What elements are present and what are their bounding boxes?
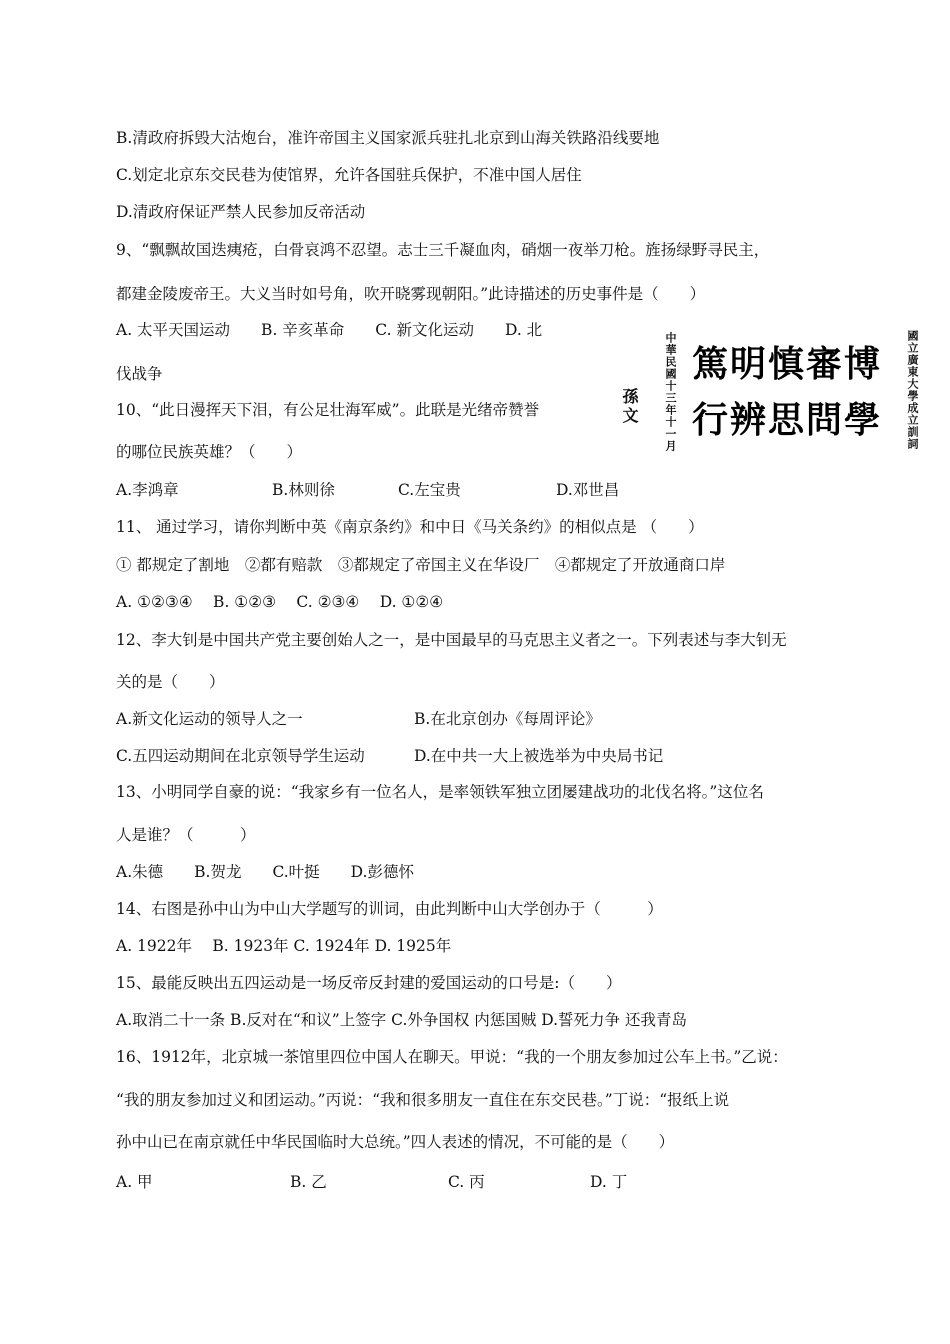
q8-option-c: C.划定北京东交民巷为使馆界，允许各国驻兵保护，不准中国人居住 <box>116 166 582 184</box>
inscription-row-1: 篤明慎審博 <box>692 343 883 385</box>
q14-options: A. 1922年 B. 1923年 C. 1924年 D. 1925年 <box>116 937 452 955</box>
q14-stem: 14、右图是孙中山为中山大学题写的训词，由此判断中山大学创办于（ ） <box>116 900 663 918</box>
q9-options: A. 太平天国运动 B. 辛亥革命 C. 新文化运动 D. 北 <box>116 321 543 339</box>
q11-stem: 11、 通过学习，请你判断中英《南京条约》和中日《马关条约》的相似点是 （ ） <box>116 518 704 536</box>
q12-stem-line2: 关的是（ ） <box>116 673 225 691</box>
inscription-signature: 孫文 <box>620 388 639 426</box>
q16-option-b: B. 乙 <box>290 1173 327 1191</box>
q16-stem-line1: 16、1912年，北京城一茶馆里四位中国人在聊天。甲说：“我的一个朋友参加过公车上书。”乙说： <box>116 1048 788 1066</box>
q10-stem-line1: 10、“此日漫挥天下泪，有公足壮海军威”。此联是光绪帝赞誉 <box>116 401 540 419</box>
q16-option-d: D. 丁 <box>590 1173 628 1191</box>
calligraphy-inscription-image <box>620 328 932 454</box>
q11-statements: ① 都规定了割地 ②都有赔款 ③都规定了帝国主义在华设厂 ④都规定了开放通商口岸 <box>116 556 726 574</box>
q9-options-cont: 伐战争 <box>116 365 163 383</box>
q16-stem-line3: 孙中山已在南京就任中华民国临时大总统。”四人表述的情况，不可能的是（ ） <box>116 1133 675 1151</box>
inscription-caption: 國立廣東大學成立訓詞 <box>906 330 919 450</box>
q16-option-c: C. 丙 <box>448 1173 485 1191</box>
q10-option-d: D.邓世昌 <box>556 481 620 499</box>
q10-option-a: A.李鸿章 <box>116 481 179 499</box>
q8-option-d: D.清政府保证严禁人民参加反帝活动 <box>116 203 366 221</box>
q13-options: A.朱德 B.贺龙 C.叶挺 D.彭德怀 <box>116 863 414 881</box>
q13-stem-line1: 13、小明同学自豪的说：“我家乡有一位名人，是率领铁军独立团屡建战功的北伐名将。”这位名 <box>116 783 764 801</box>
q16-stem-line2: “我的朋友参加过义和团运动。”丙说：“我和很多朋友一直住在东交民巷。”丁说：“报纸上说 <box>116 1091 730 1109</box>
q9-stem-line1: 9、“飘飘故国迭痍疮，白骨哀鸿不忍望。志士三千凝血肉，硝烟一夜举刀枪。旌扬绿野寻民主， <box>116 241 770 259</box>
q11-options: A. ①②③④ B. ①②③ C. ②③④ D. ①②④ <box>116 593 444 611</box>
q12-option-a: A.新文化运动的领导人之一 <box>116 710 303 728</box>
q10-option-b: B.林则徐 <box>272 481 335 499</box>
q12-stem-line1: 12、李大钊是中国共产党主要创始人之一，是中国最早的马克思主义者之一。下列表述与李大钊无 <box>116 631 787 649</box>
q15-options: A.取消二十一条 B.反对在“和议”上签字 C.外争国权 内惩国贼 D.誓死力争 还我青岛 <box>116 1011 687 1029</box>
inscription-row-2: 行辨思問學 <box>692 399 883 441</box>
q16-option-a: A. 甲 <box>116 1173 153 1191</box>
q10-option-c: C.左宝贵 <box>398 481 461 499</box>
q9-stem-line2: 都建金陵废帝王。大义当时如号角，吹开晓雾现朝阳。”此诗描述的历史事件是（ ） <box>116 285 706 303</box>
q12-option-d: D.在中共一大上被选举为中央局书记 <box>414 747 664 765</box>
q13-stem-line2: 人是谁？（ ） <box>116 826 256 844</box>
q12-option-b: B.在北京创办《每周评论》 <box>414 710 601 728</box>
q15-stem: 15、最能反映出五四运动是一场反帝反封建的爱国运动的口号是:（ ） <box>116 974 622 992</box>
inscription-date: 中華民國十三年十一月 <box>664 332 677 452</box>
q12-option-c: C.五四运动期间在北京领导学生运动 <box>116 747 365 765</box>
q8-option-b: B.清政府拆毁大沽炮台，准许帝国主义国家派兵驻扎北京到山海关铁路沿线要地 <box>116 129 660 147</box>
q10-stem-line2: 的哪位民族英雄？（ ） <box>116 443 303 461</box>
